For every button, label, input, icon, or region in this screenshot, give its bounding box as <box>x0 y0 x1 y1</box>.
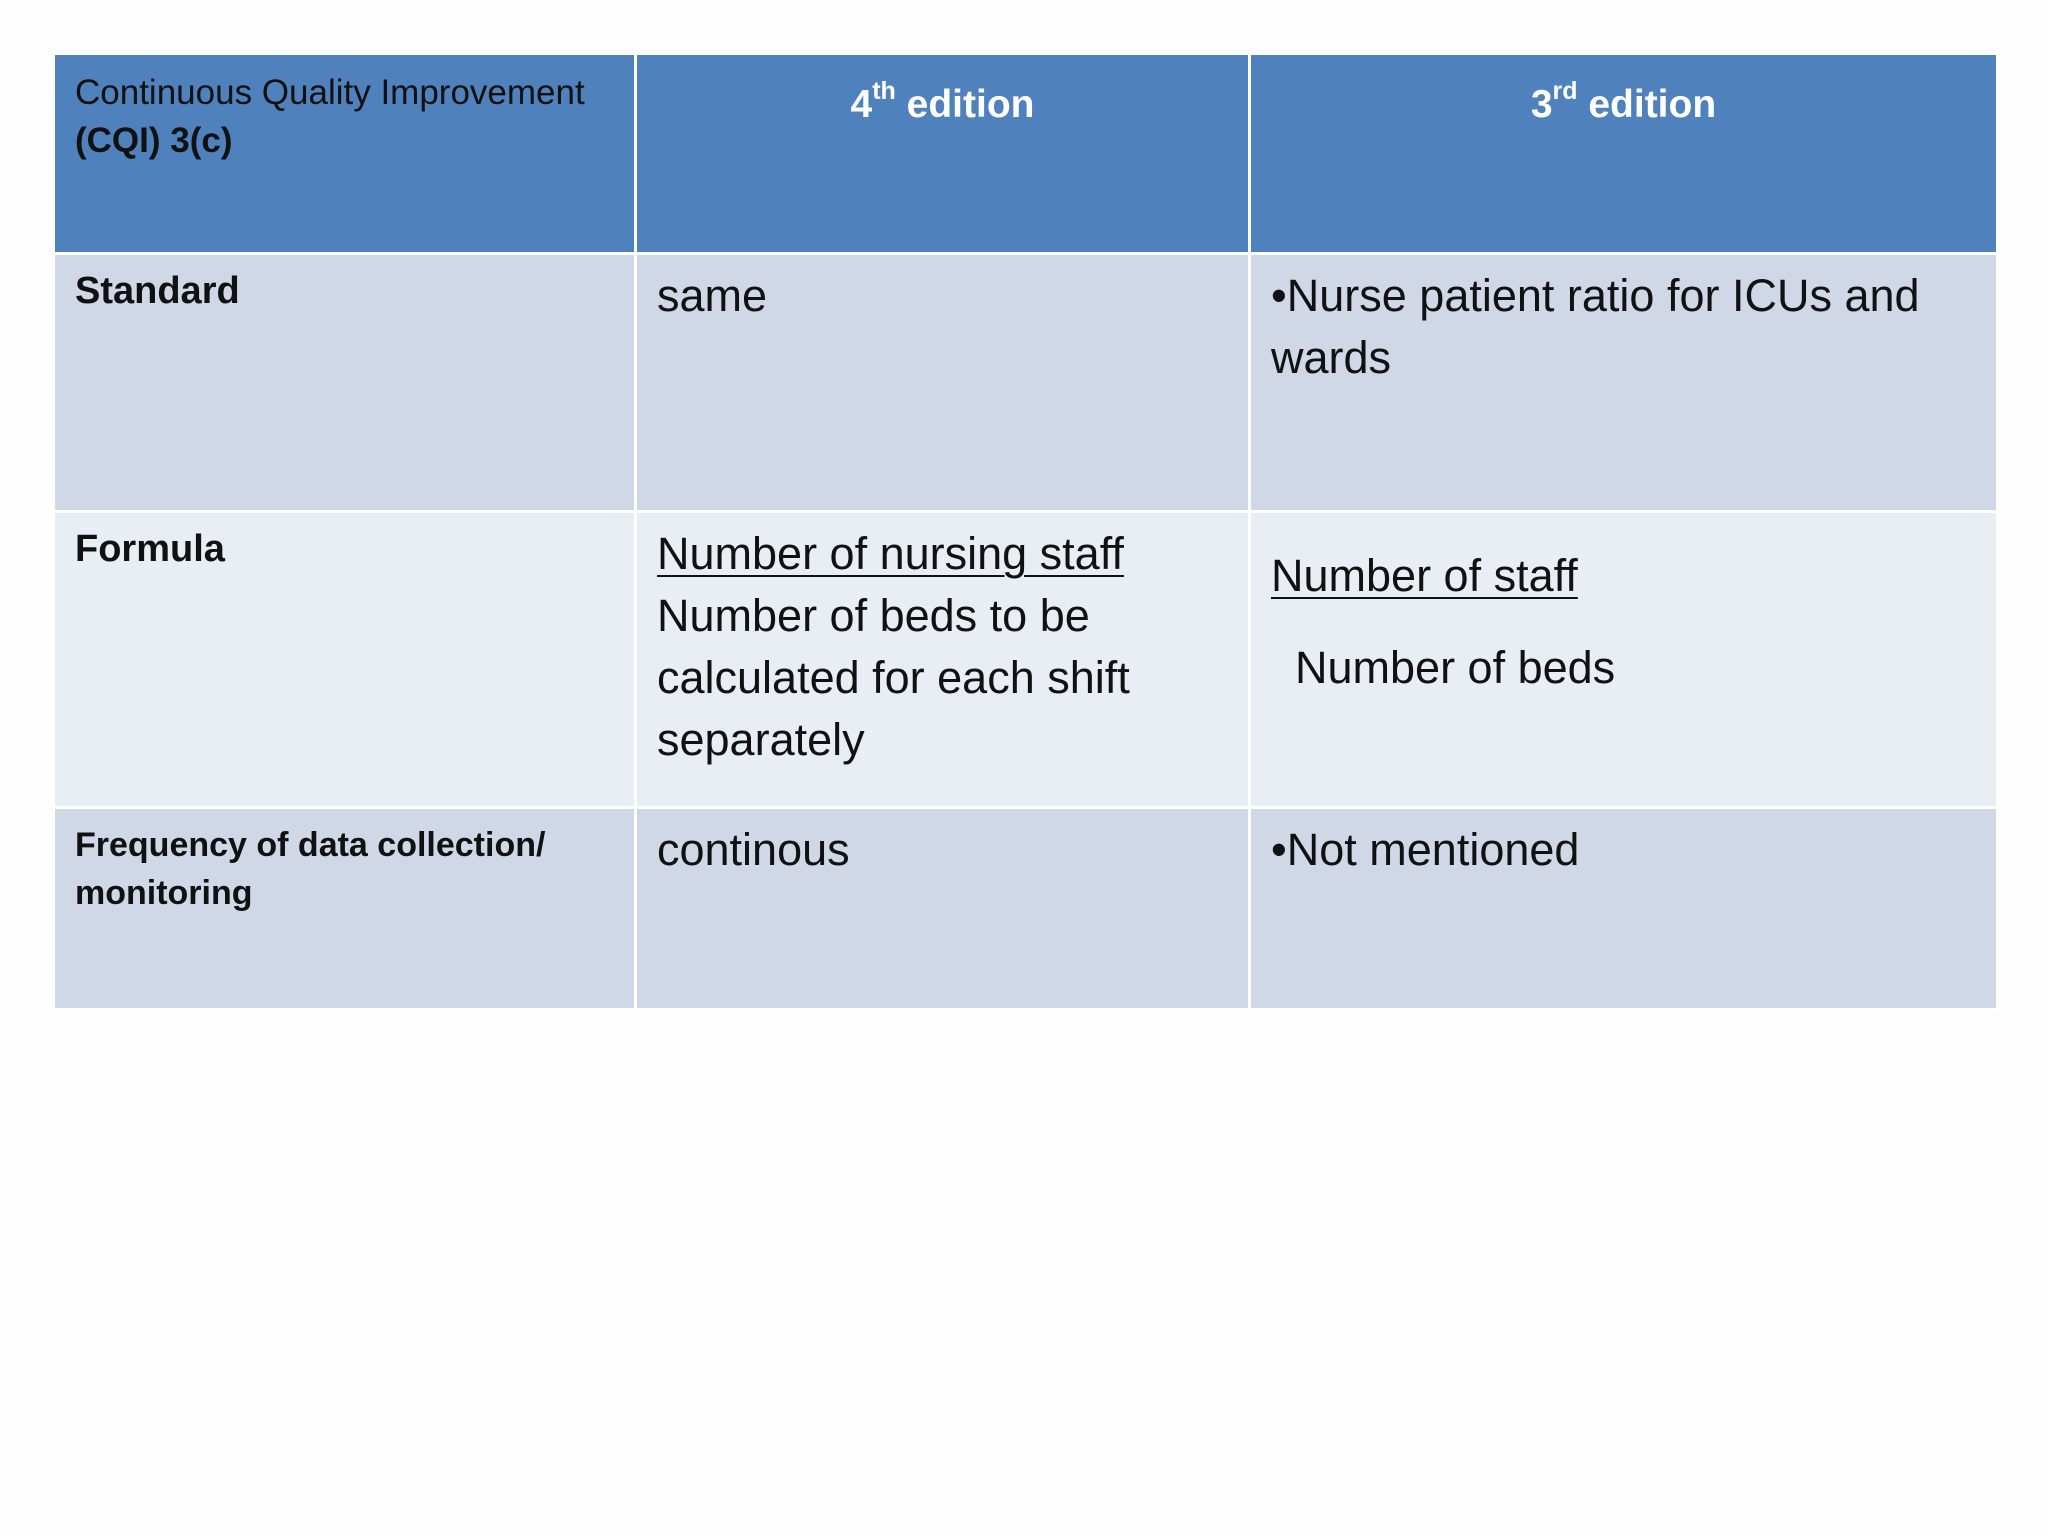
header-topic-line2: (CQI) 3(c) <box>75 121 233 160</box>
comparison-table <box>52 52 1999 1011</box>
cell-3rd-standard <box>1250 254 1998 512</box>
cell-3rd-formula <box>1250 512 1998 808</box>
header-3rd-text: edition <box>1577 83 1717 126</box>
cell-4th-standard <box>636 254 1250 512</box>
header-cell-topic <box>54 54 636 254</box>
cell-3rd-frequency-text: •Not mentioned <box>1271 824 1580 875</box>
header-4th-suffix: th <box>872 77 896 105</box>
formula-3rd-denominator: Number of beds <box>1295 642 1616 693</box>
row-label-cell <box>54 808 636 1010</box>
cell-4th-formula <box>636 512 1250 808</box>
header-cell-4th-edition <box>636 54 1250 254</box>
cell-3rd-frequency <box>1250 808 1998 1010</box>
table-row-formula <box>54 512 1998 808</box>
row-label-cell <box>54 512 636 808</box>
row-label-frequency: Frequency of data collection/ monitoring <box>75 826 546 912</box>
cell-4th-standard-text: same <box>657 270 768 321</box>
cell-4th-frequency <box>636 808 1250 1010</box>
cell-3rd-standard-text: •Nurse patient ratio for ICUs and wards <box>1271 270 1920 383</box>
row-label-standard: Standard <box>75 270 240 312</box>
formula-4th-denominator: Number of beds to be calculated for each shift separately <box>657 590 1130 765</box>
header-3rd-number: 3 <box>1530 83 1553 126</box>
header-3rd-suffix: rd <box>1552 77 1578 105</box>
cell-4th-frequency-text: continous <box>657 824 850 875</box>
header-topic-line1: Continuous Quality Improvement <box>75 73 585 112</box>
formula-4th-numerator: Number of nursing staff <box>657 528 1124 579</box>
table-header-row <box>54 54 1998 254</box>
table-row-standard <box>54 254 1998 512</box>
row-label-cell <box>54 254 636 512</box>
table-row-frequency <box>54 808 1998 1010</box>
header-cell-3rd-edition <box>1250 54 1998 254</box>
header-4th-number: 4 <box>850 83 873 126</box>
formula-3rd-numerator: Number of staff <box>1271 550 1578 601</box>
row-label-formula: Formula <box>75 528 225 570</box>
header-4th-text: edition <box>895 83 1035 126</box>
